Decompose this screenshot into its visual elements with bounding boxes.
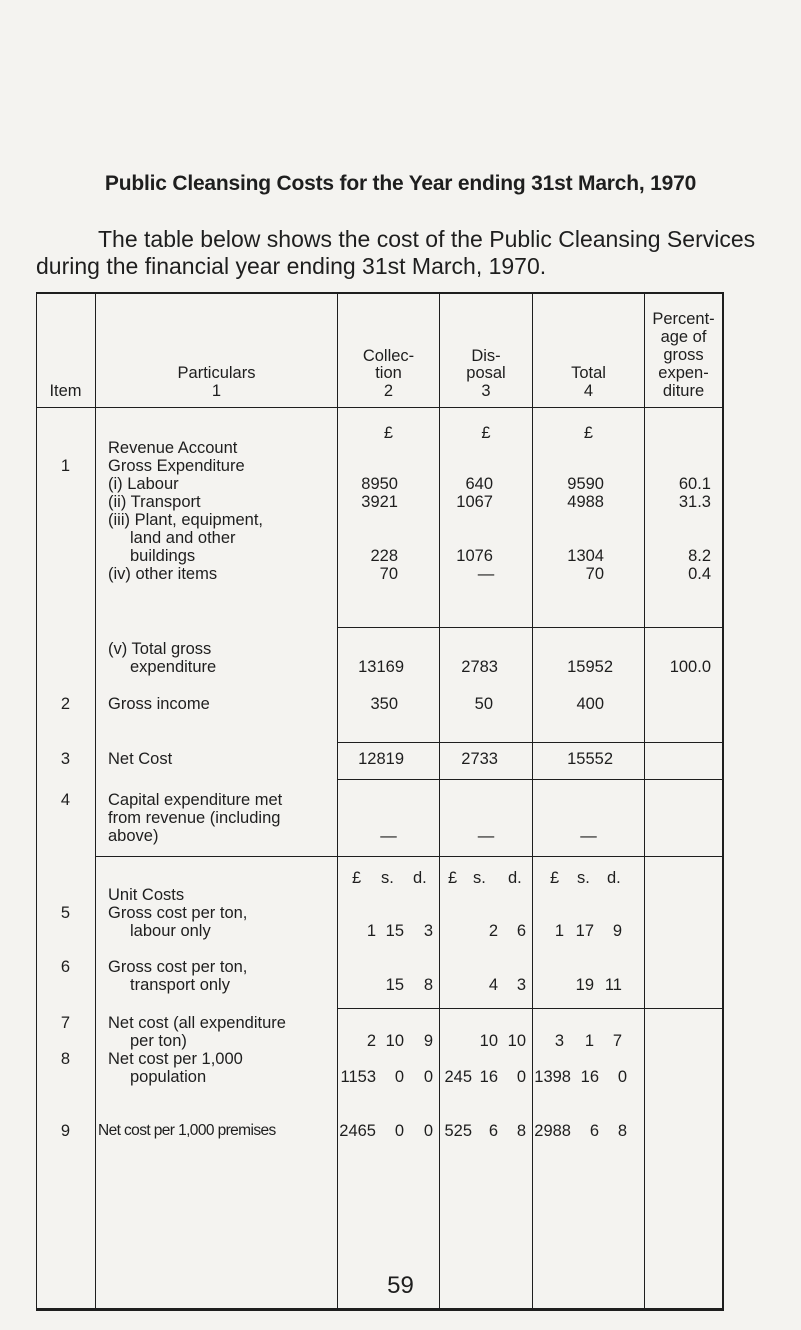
net-cost-total: 15552 — [567, 750, 613, 768]
transport-total: 4988 — [567, 493, 604, 511]
col-divider-2 — [337, 292, 338, 1310]
gc-transport-disposal-pence: 3 — [516, 976, 526, 994]
section-label-revenue: Revenue Account — [108, 439, 238, 457]
header-collection-line1: Collec- — [362, 347, 415, 365]
table-bottom-border — [36, 1308, 724, 1311]
row-label-plant-line2: land and other — [130, 529, 236, 547]
header-disposal-line2: posal — [466, 364, 506, 382]
header-collection-number: 2 — [383, 382, 394, 400]
table-right-border — [722, 292, 724, 1310]
total-currency: £ — [583, 424, 594, 442]
net-pop-collection-pounds: 1153 — [340, 1068, 376, 1086]
net-prem-collection-pence: 0 — [423, 1122, 433, 1140]
collection-lsd-pound: £ — [352, 869, 362, 887]
net-cost-ton-rule — [337, 1008, 724, 1009]
net-ton-total-shillings: 1 — [584, 1032, 594, 1050]
row-label-net-ton: per ton) — [130, 1032, 187, 1050]
net-prem-disposal-pence: 8 — [516, 1122, 526, 1140]
row-label-gross-expenditure: Gross Expenditure — [108, 457, 245, 475]
labour-disposal: 640 — [465, 475, 493, 493]
item-number-9: 9 — [60, 1122, 71, 1140]
other-total: 70 — [585, 565, 604, 583]
gc-transport-collection-shillings: 15 — [385, 976, 404, 994]
header-percent-line4: expen- — [658, 364, 709, 382]
disposal-currency: £ — [481, 424, 491, 442]
net-cost-collection: 12819 — [358, 750, 404, 768]
total-gross-collection: 13169 — [358, 658, 404, 676]
row-label-capital-line2: from revenue (including — [108, 809, 281, 827]
header-percent-line1: Percent- — [652, 310, 715, 328]
gross-income-disposal: 50 — [474, 695, 493, 713]
row-label-total-gross: expenditure — [130, 658, 217, 676]
other-percent: 0.4 — [688, 565, 711, 583]
header-disposal-line1: Dis- — [471, 347, 501, 365]
total-gross-percent: 100.0 — [669, 658, 711, 676]
total-gross-total: 15952 — [567, 658, 613, 676]
net-cost-bottom-rule — [337, 779, 724, 780]
cost-table — [36, 292, 724, 1310]
row-label-plant-line1: (iii) Plant, equipment, — [108, 511, 263, 529]
capital-collection: — — [380, 827, 397, 845]
net-pop-total-pounds: 1398 — [534, 1068, 571, 1086]
gc-transport-total-pence: 11 — [604, 976, 622, 994]
gc-transport-disposal-shillings: 4 — [488, 976, 498, 994]
item-number-6: 6 — [60, 958, 71, 976]
other-disposal: — — [477, 565, 495, 583]
gc-transport-collection-pence: 8 — [423, 976, 433, 994]
gc-labour-collection-pounds: 1 — [366, 922, 376, 940]
plant-percent: 8.2 — [688, 547, 711, 565]
row-label-labour: (i) Labour — [108, 475, 179, 493]
table-top-border — [36, 292, 724, 294]
row-label-capital-line1: Capital expenditure met — [108, 791, 283, 809]
net-ton-collection-pence: 9 — [423, 1032, 433, 1050]
net-prem-disposal-pounds: 525 — [444, 1122, 472, 1140]
net-prem-disposal-shillings: 6 — [488, 1122, 498, 1140]
subtotal-rule — [337, 627, 724, 628]
header-total-number: 4 — [583, 382, 594, 400]
collection-lsd-pence: d. — [413, 869, 427, 887]
net-pop-collection-shillings: 0 — [394, 1068, 404, 1086]
labour-total: 9590 — [567, 475, 604, 493]
header-collection-line2: tion — [375, 364, 402, 382]
row-label-transport: (ii) Transport — [108, 493, 201, 511]
net-pop-disposal-shillings: 16 — [479, 1068, 498, 1086]
gross-income-total: 400 — [576, 695, 604, 713]
row-label-gross-income: Gross income — [108, 695, 210, 713]
intro-paragraph: The table below shows the cost of the Public Cleansing Services during the financial year ending 31st March, 1970. — [36, 226, 756, 279]
row-label-net-cost: Net Cost — [108, 750, 173, 768]
net-prem-collection-shillings: 0 — [394, 1122, 404, 1140]
header-particulars: Particulars — [177, 364, 256, 382]
gc-transport-total-shillings: 19 — [575, 976, 594, 994]
labour-collection: 8950 — [361, 475, 398, 493]
row-label-capital: above) — [108, 827, 159, 845]
row-label-net-ton-line1: Net cost (all expenditure — [108, 1014, 286, 1032]
header-particulars-number: 1 — [211, 382, 222, 400]
gc-labour-disposal-shillings: 2 — [488, 922, 498, 940]
collection-currency: £ — [383, 424, 394, 442]
net-prem-total-pence: 8 — [617, 1122, 627, 1140]
item-number-4: 4 — [60, 791, 71, 809]
other-collection: 70 — [379, 565, 398, 583]
total-lsd-pound: £ — [550, 869, 560, 887]
row-label-other-items: (iv) other items — [108, 565, 218, 583]
item-number-7: 7 — [60, 1014, 71, 1032]
header-rule — [36, 407, 724, 408]
net-ton-total-pounds: 3 — [554, 1032, 564, 1050]
page-title: Public Cleansing Costs for the Year ending 31st March, 1970 — [104, 172, 697, 195]
plant-total: 1304 — [567, 547, 604, 565]
labour-percent: 60.1 — [678, 475, 711, 493]
transport-disposal: 1067 — [456, 493, 493, 511]
net-prem-total-shillings: 6 — [589, 1122, 599, 1140]
net-pop-total-pence: 0 — [617, 1068, 627, 1086]
item-number-1: 1 — [60, 457, 71, 475]
gc-labour-collection-shillings: 15 — [385, 922, 404, 940]
gc-labour-collection-pence: 3 — [423, 922, 433, 940]
disposal-lsd-shillings: s. — [473, 869, 486, 887]
page-number: 59 — [387, 1272, 414, 1299]
collection-lsd-shillings: s. — [381, 869, 394, 887]
header-percent-line2: age of — [660, 328, 707, 346]
net-ton-disposal-pence: 10 — [507, 1032, 526, 1050]
row-label-plant: buildings — [130, 547, 196, 565]
row-label-net-pop: population — [130, 1068, 207, 1086]
net-pop-total-shillings: 16 — [580, 1068, 599, 1086]
total-lsd-pence: d. — [607, 869, 621, 887]
gc-labour-total-shillings: 17 — [575, 922, 594, 940]
header-percent-line3: gross — [663, 346, 704, 364]
gc-labour-total-pence: 9 — [612, 922, 622, 940]
row-label-gc-labour: labour only — [130, 922, 211, 940]
net-prem-collection-pounds: 2465 — [339, 1122, 376, 1140]
net-ton-total-pence: 7 — [612, 1032, 622, 1050]
col-divider-4 — [532, 292, 533, 1310]
net-ton-disposal-shillings: 10 — [479, 1032, 498, 1050]
header-total: Total — [571, 364, 606, 382]
plant-disposal: 1076 — [456, 547, 493, 565]
disposal-lsd-pound: £ — [448, 869, 458, 887]
disposal-lsd-pence: d. — [508, 869, 522, 887]
net-pop-disposal-pounds: 245 — [444, 1068, 472, 1086]
net-ton-collection-pounds: 2 — [366, 1032, 376, 1050]
item-number-2: 2 — [60, 695, 71, 713]
row-label-gc-transport-line1: Gross cost per ton, — [108, 958, 248, 976]
unit-costs-rule — [95, 856, 724, 857]
net-cost-disposal: 2733 — [461, 750, 498, 768]
header-item: Item — [49, 382, 82, 400]
transport-percent: 31.3 — [678, 493, 711, 511]
row-label-total-gross-line1: (v) Total gross — [108, 640, 212, 658]
net-pop-collection-pence: 0 — [423, 1068, 433, 1086]
gc-labour-disposal-pence: 6 — [516, 922, 526, 940]
header-percent-line5: diture — [662, 382, 705, 400]
item-number-8: 8 — [60, 1050, 71, 1068]
row-label-net-pop-line1: Net cost per 1,000 — [108, 1050, 243, 1068]
net-pop-disposal-pence: 0 — [516, 1068, 526, 1086]
header-disposal-number: 3 — [481, 382, 491, 400]
net-prem-total-pounds: 2988 — [534, 1122, 571, 1140]
col-divider-5 — [644, 292, 645, 1310]
item-number-5: 5 — [60, 904, 71, 922]
capital-disposal: — — [477, 827, 495, 845]
transport-collection: 3921 — [361, 493, 398, 511]
plant-collection: 228 — [370, 547, 398, 565]
net-cost-top-rule — [337, 742, 724, 743]
total-lsd-shillings: s. — [577, 869, 590, 887]
col-divider-3 — [439, 292, 440, 1310]
section-label-unit-costs: Unit Costs — [108, 886, 185, 904]
gc-labour-total-pounds: 1 — [554, 922, 564, 940]
item-number-3: 3 — [60, 750, 71, 768]
col-divider-1 — [95, 292, 96, 1310]
net-ton-collection-shillings: 10 — [385, 1032, 404, 1050]
capital-total: — — [580, 827, 597, 845]
row-label-gc-labour-line1: Gross cost per ton, — [108, 904, 248, 922]
total-gross-disposal: 2783 — [461, 658, 498, 676]
row-label-gc-transport: transport only — [130, 976, 230, 994]
gross-income-collection: 350 — [370, 695, 398, 713]
row-label-net-premises: Net cost per 1,000 premises — [98, 1122, 276, 1139]
